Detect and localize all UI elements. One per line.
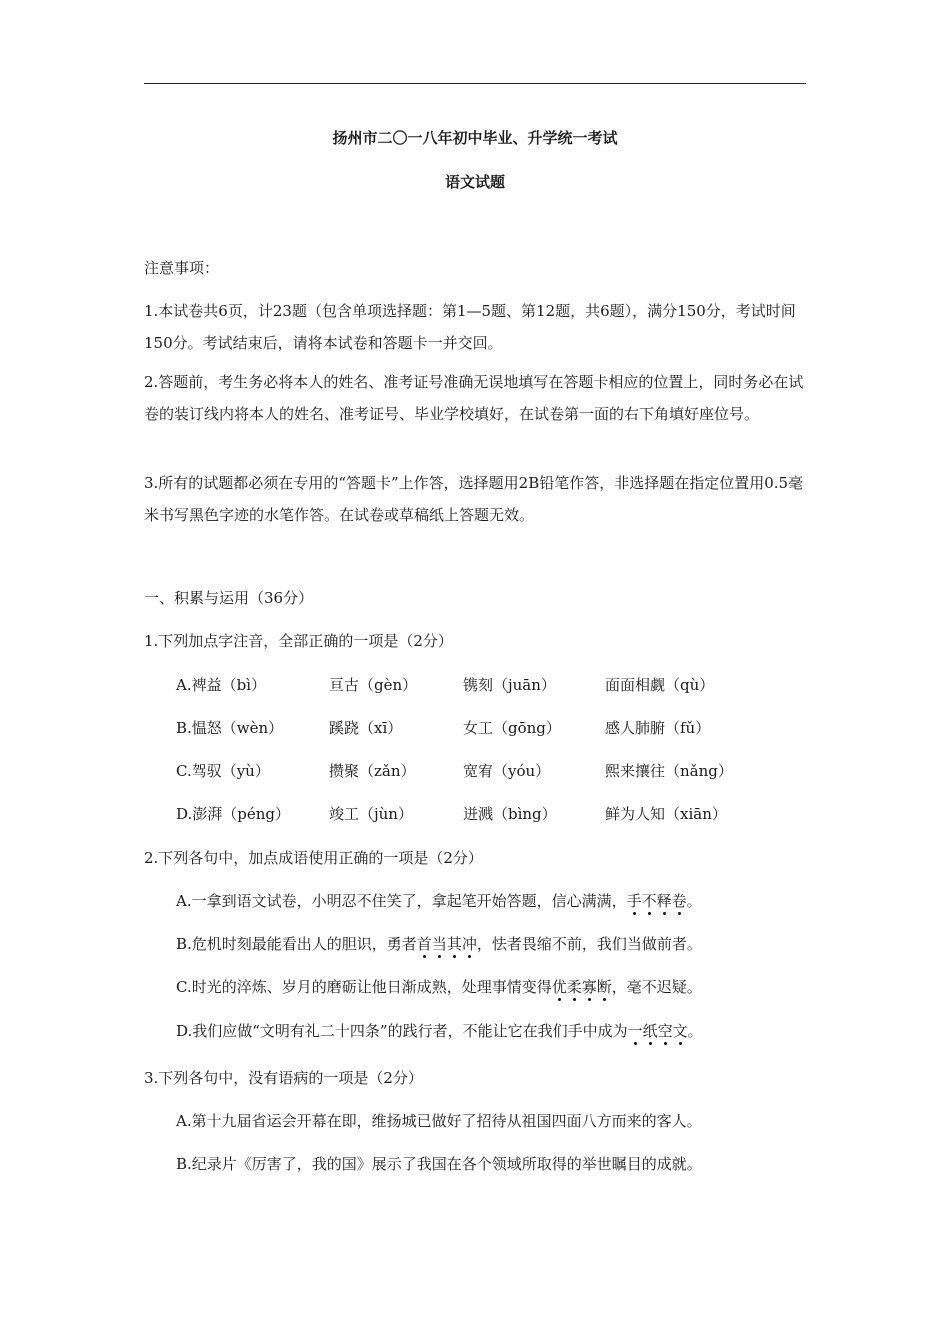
exam-subtitle: 语文试题	[444, 173, 505, 191]
q2-stem: 2.下列各句中，加点成语使用正确的一项是（2分）	[144, 849, 483, 867]
q2-option-a: A.一拿到语文试卷，小明忍不住笑了，拿起笔开始答题，信心满满，手不释卷。	[176, 892, 702, 910]
q1-b-4: 感人肺腑（fǔ）	[605, 719, 711, 737]
dotted-char: 首	[416, 935, 432, 953]
header-rule	[144, 83, 806, 84]
q1-d-4: 鲜为人知（xiān）	[605, 805, 727, 823]
dotted-char: 释	[656, 892, 672, 910]
dotted-char: 纸	[642, 1022, 658, 1040]
notes-heading: 注意事项：	[144, 259, 220, 277]
q1-a-3: 镌刻（juān）	[463, 676, 556, 694]
q1-stem: 1.下列加点字注音，全部正确的一项是（2分）	[144, 632, 453, 650]
dotted-char: 断	[596, 978, 612, 996]
q1-c-4: 熙来攘往（nǎng）	[605, 762, 733, 780]
q3-stem: 3.下列各句中，没有语病的一项是（2分）	[144, 1069, 423, 1087]
dotted-char: 柔	[566, 978, 582, 996]
q2-option-b: B.危机时刻最能看出人的胆识，勇者首当其冲，怯者畏缩不前，我们当做前者。	[176, 935, 702, 953]
note-item-3: 3.所有的试题都必须在专用的“答题卡”上作答，选择题用2B铅笔作答，非选择题在指定位置用0.5毫米书写黑色字迹的水笔作答。在试卷或草稿纸上答题无效。	[144, 474, 804, 524]
dotted-char: 一	[627, 1022, 643, 1040]
q3-option-b: B.纪录片《厉害了，我的国》展示了我国在各个领域所取得的举世瞩目的成就。	[176, 1155, 702, 1173]
q1-c-2: 攒聚（zǎn）	[329, 762, 416, 780]
dotted-char: 不	[641, 892, 657, 910]
dotted-char: 手	[626, 892, 642, 910]
q1-d-2: 竣工（jùn）	[329, 805, 413, 823]
exam-title: 扬州市二〇一八年初中毕业、升学统一考试	[332, 129, 618, 147]
dotted-char: 寡	[581, 978, 597, 996]
dotted-char: 文	[672, 1022, 688, 1040]
q1-a-2: 亘古（gèn）	[329, 676, 418, 694]
dotted-char: 空	[657, 1022, 673, 1040]
q1-a-1: A.裨益（bì）	[176, 676, 267, 694]
q3-option-a: A.第十九届省运会开幕在即，维扬城已做好了招待从祖国四面八方而来的客人。	[176, 1112, 702, 1130]
dotted-char: 卷	[671, 892, 687, 910]
q1-b-1: B.愠怒（wèn）	[176, 719, 284, 737]
dotted-char: 其	[446, 935, 462, 953]
q1-d-1: D.澎湃（péng）	[176, 805, 291, 823]
q1-d-3: 迸溅（bìng）	[463, 805, 557, 823]
q1-b-3: 女工（gōng）	[463, 719, 561, 737]
q2-option-d: D.我们应做“文明有礼二十四条”的践行者，不能让它在我们手中成为一纸空文。	[176, 1022, 703, 1040]
dotted-char: 当	[431, 935, 447, 953]
note-item-2: 2.答题前，考生务必将本人的姓名、准考证号准确无误地填写在答题卡相应的位置上，同时务必在试卷的装订线内将本人的姓名、准考证号、毕业学校填好，在试卷第一面的右下角填好座位号。	[144, 373, 804, 423]
dotted-char: 冲	[461, 935, 477, 953]
dotted-char: 优	[551, 978, 567, 996]
section-heading: 一、积累与运用（36分）	[144, 589, 314, 607]
note-item-1: 1.本试卷共6页，计23题（包含单项选择题：第1—5题、第12题，共6题），满分150分，考试时间150分。考试结束后，请将本试卷和答题卡一并交回。	[144, 302, 796, 352]
q1-b-2: 蹊跷（xī）	[329, 719, 403, 737]
q1-c-1: C.驾驭（yù）	[176, 762, 270, 780]
q1-a-4: 面面相觑（qù）	[605, 676, 715, 694]
q1-c-3: 宽宥（yóu）	[463, 762, 551, 780]
q2-option-c: C.时光的淬炼、岁月的磨砺让他日渐成熟，处理事情变得优柔寡断，毫不迟疑。	[176, 978, 702, 996]
